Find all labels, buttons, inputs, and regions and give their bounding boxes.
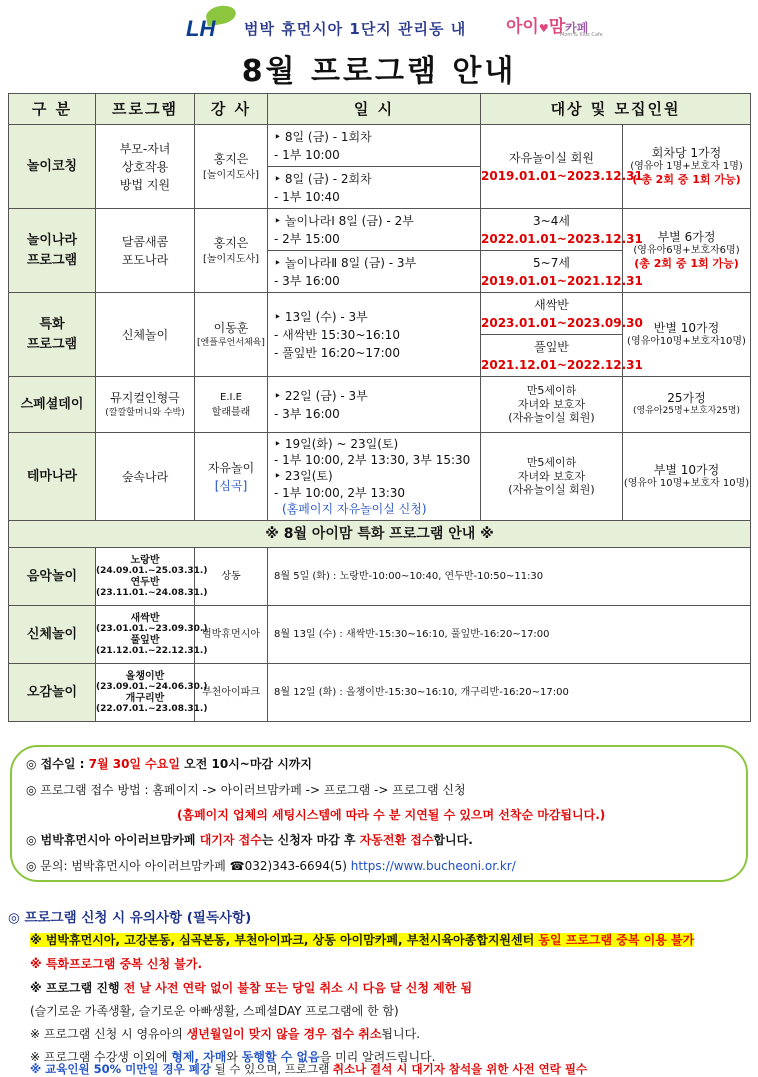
special-row — [9, 606, 751, 664]
count-line: (영유아6명+보호자6명) — [633, 244, 740, 256]
precaution-text: 될 수 있으며, 프로그램 — [210, 1062, 333, 1076]
program-line: 방법 지원 — [119, 177, 171, 192]
precaution-highlight: 동행할 수 없음 — [241, 1050, 320, 1064]
schedule-line: - 2부 15:00 — [274, 231, 340, 246]
count-line: 부별 10가정 — [653, 462, 720, 477]
schedule-line: ‣ 8일 (금) - 2회차 — [274, 171, 372, 186]
count-line: (영유아10명+보호자10명) — [627, 335, 746, 347]
class-name: 노랑반 — [130, 554, 160, 566]
special-time: 8월 12일 (화) : 올챙이반-15:30~16:10, 개구리반-16:20~17:00 — [268, 664, 751, 722]
precaution-text: 됩니다. — [381, 1027, 421, 1041]
col-teacher: 강 사 — [195, 94, 268, 125]
teacher-cell — [195, 209, 268, 293]
special-row — [9, 664, 751, 722]
class-range: (23.09.01.~24.06.30.) — [96, 682, 208, 693]
table-row — [9, 293, 751, 335]
cafe-logo-a: 아이 — [506, 17, 539, 37]
category-cell: 테마나라 — [9, 433, 96, 521]
notice-waitlist — [26, 831, 473, 848]
category-line: 프로그램 — [26, 336, 78, 352]
col-category: 구 분 — [9, 94, 96, 125]
special-banner-row — [9, 521, 751, 548]
heart-icon: ♥ — [538, 22, 549, 35]
cafe-logo-c: 카페 — [565, 21, 589, 35]
schedule-cell — [268, 251, 481, 293]
schedule-line: - 3부 16:00 — [274, 273, 340, 288]
schedule-cell — [268, 433, 481, 521]
schedule-line: - 1부 10:00, 2부 13:30, 3부 15:30 — [274, 453, 471, 468]
program-cell: 숲속나라 — [96, 433, 195, 521]
target-line: 풀잎반 — [534, 339, 569, 354]
table-header-row — [9, 94, 751, 125]
target-cell — [481, 209, 643, 251]
count-line: 반별 10가정 — [653, 320, 720, 335]
class-name: 올챙이반 — [125, 670, 165, 682]
cafe-logo-b: 맘 — [548, 17, 566, 37]
teacher-name: 홍지은 — [213, 152, 249, 166]
table-row — [9, 125, 751, 167]
special-category: 오감놀이 — [9, 664, 96, 722]
precaution-text: 와 — [226, 1050, 242, 1064]
notice-method: ◎ 프로그램 접수 방법 : 홈페이지 -> 아이러브맘카페 -> 프로그램 -> 프로그램 신청 — [26, 783, 466, 797]
schedule-line: ‣ 23일(토) — [274, 469, 333, 484]
schedule-line: - 1부 10:00 — [274, 147, 340, 162]
schedule-note: (홈페이지 자유놀이실 신청) — [282, 501, 427, 516]
schedule-line: ‣ 놀이나라Ⅰ 8일 (금) - 2부 — [274, 213, 414, 228]
schedule-line: ‣ 놀이나라Ⅱ 8일 (금) - 3부 — [274, 255, 417, 270]
precaution-highlight: 취소나 결석 시 대기자 참석을 위한 사전 연락 필수 — [332, 1062, 588, 1076]
header-subtitle: 범박 휴먼시아 1단지 관리동 내 — [244, 20, 467, 38]
schedule-line: ‣ 13일 (수) - 3부 — [274, 309, 368, 324]
schedule-line: - 새싹반 15:30~16:10 — [274, 327, 400, 342]
class-name: 풀잎반 — [130, 634, 160, 646]
category-cell — [9, 209, 96, 293]
special-class-cell — [96, 548, 208, 606]
precaution-highlight: ※ 교육인원 50% 미만일 경우 폐강 — [30, 1062, 211, 1076]
special-class-cell — [96, 664, 208, 722]
special-class-cell — [96, 606, 208, 664]
class-range: (22.07.01.~23.08.31.) — [96, 704, 208, 714]
target-line: (자유놀이실 회원) — [508, 411, 595, 425]
schedule-cell — [268, 125, 481, 167]
target-cell — [481, 251, 643, 293]
teacher-role: [놀이지도사] — [202, 254, 260, 265]
category-line: 놀이나라 — [26, 233, 78, 248]
count-cell — [623, 377, 751, 433]
special-time: 8월 5일 (화) : 노랑반-10:00~10:40, 연두반-10:50~11:30 — [268, 548, 751, 606]
program-cell: 신체놀이 — [96, 293, 195, 377]
target-line: 5~7세 — [533, 255, 570, 270]
target-line: 3~4세 — [533, 213, 570, 228]
target-line: 자녀와 보호자 — [517, 469, 586, 483]
notice-delay: (홈페이지 업체의 세팅시스템에 따라 수 분 지연될 수 있으며 선착순 마감됩니다.) — [177, 808, 606, 822]
program-table — [8, 93, 751, 722]
table-row — [9, 209, 751, 251]
schedule-cell — [268, 377, 481, 433]
target-line: 만5세이하 — [526, 383, 577, 397]
class-name: 개구리반 — [125, 692, 165, 704]
class-range: (24.09.01.~25.03.31.) — [96, 566, 208, 577]
notice-date — [26, 755, 312, 772]
schedule-cell — [268, 167, 481, 209]
target-line: 자녀와 보호자 — [517, 397, 586, 411]
precaution-text: ※ 프로그램 수강생 이외에 — [30, 1050, 172, 1064]
target-line: 자유놀이실 회원 — [509, 150, 594, 165]
precaution-text: ※ 프로그램 신청 시 영유아의 — [30, 1027, 187, 1041]
special-time: 8월 13일 (수) : 새싹반-15:30~16:10, 풀잎반-16:20~17:00 — [268, 606, 751, 664]
target-line: 새싹반 — [534, 297, 569, 312]
precaution-line — [30, 1061, 587, 1077]
target-range: 2022.01.01~2023.12.31 — [481, 231, 643, 246]
count-line: 회차당 1가정 — [651, 145, 722, 160]
precaution-text: 을 미리 알려드립니다. — [319, 1050, 436, 1064]
special-category: 신체놀이 — [9, 606, 96, 664]
schedule-line: ‣ 22일 (금) - 3부 — [274, 388, 368, 403]
schedule-cell — [268, 293, 481, 377]
class-range: (23.11.01.~24.08.31.) — [96, 588, 208, 598]
precaution-highlight: 생년월일이 맞지 않을 경우 접수 취소 — [186, 1027, 382, 1041]
table-row — [9, 377, 751, 433]
special-teacher: 상동 — [195, 548, 268, 606]
teacher-cell — [195, 433, 268, 521]
teacher-cell — [195, 377, 268, 433]
teacher-role: [엔플루언서체육] — [197, 337, 265, 348]
teacher-name: 홍지은 — [213, 236, 249, 250]
teacher-role: [심곡] — [214, 478, 248, 493]
notice-text: 는 신청자 마감 후 — [261, 833, 360, 847]
target-cell — [481, 335, 643, 377]
notice-highlight: 자동전환 접수 — [359, 833, 434, 847]
notice-highlight: 대기자 접수 — [199, 833, 262, 847]
category-line: 프로그램 — [26, 252, 78, 268]
target-range: 2021.12.01~2022.12.31 — [481, 357, 643, 372]
class-range: (21.12.01.~22.12.31.) — [96, 646, 208, 656]
teacher-name: 자유놀이 — [207, 460, 255, 475]
website-link[interactable]: https://www.bucheoni.or.kr/ — [350, 859, 516, 873]
notice-contact — [26, 857, 516, 874]
schedule-line: - 1부 10:40 — [274, 189, 340, 204]
special-teacher: 범박휴먼시아 — [195, 606, 268, 664]
col-schedule: 일 시 — [268, 94, 481, 125]
count-line: (영유아 10명+보호자 10명) — [623, 477, 750, 489]
target-range: 2019.01.01~2023.12.31 — [481, 168, 643, 183]
teacher-role: [놀이지도사] — [202, 170, 260, 181]
program-line: 뮤지컬인형극 — [110, 390, 180, 405]
teacher-role: 할래블래 — [211, 406, 251, 418]
count-note: ( 총 2회 중 1회 가능) — [632, 173, 741, 187]
count-note: (총 2회 중 1회 가능) — [634, 257, 739, 271]
count-cell — [623, 125, 751, 209]
precaution-line: (슬기로운 가족생활, 슬기로운 아빠생활, 스페셜DAY 프로그램에 한 함) — [30, 1004, 399, 1018]
notice-text: 오전 10시~마감 시까지 — [179, 757, 312, 771]
special-teacher: 부천아이파크 — [195, 664, 268, 722]
teacher-name: E.I.E — [220, 391, 242, 403]
program-line: 상호작용 — [121, 159, 169, 174]
program-line: 부모-자녀 — [119, 141, 171, 156]
precaution-line — [30, 1025, 420, 1042]
special-banner: ※ 8월 아이맘 특화 프로그램 안내 ※ — [9, 521, 751, 548]
program-line: 달콤새콤 — [121, 234, 169, 249]
class-name: 연두반 — [130, 576, 160, 588]
count-line: 25가정 — [667, 391, 706, 406]
contact-text: ◎ 문의: 범박휴먼시아 아이러브맘카페 ☎032)343-6694(5) — [26, 859, 351, 873]
notice-text: ◎ 범박휴먼시아 아이러브맘카페 — [26, 833, 200, 847]
precaution-line — [30, 979, 472, 996]
lh-logo: LH — [186, 16, 216, 41]
notice-text: 합니다. — [433, 833, 473, 847]
precaution-highlight: 형제, 자매 — [171, 1050, 227, 1064]
teacher-name: 이동훈 — [213, 320, 249, 335]
schedule-line: - 3부 16:00 — [274, 406, 340, 421]
precaution-text: ※ 범박휴먼시아, 고강본동, 심곡본동, 부천아이파크, 상동 아이맘카페, 부천시육아종합지원센터 — [30, 933, 539, 947]
notice-box — [10, 745, 748, 882]
precautions-title: ◎ 프로그램 신청 시 유의사항 (필독사항) — [8, 910, 252, 926]
precaution-line — [30, 931, 694, 948]
count-line: (영유아 1명+보호자 1명) — [630, 160, 743, 172]
category-cell: 스페셜데이 — [9, 377, 96, 433]
category-cell: 놀이코칭 — [9, 125, 96, 209]
target-line: 만5세이하 — [526, 455, 577, 469]
count-line: 부별 6가정 — [657, 229, 716, 244]
schedule-line: ‣ 19일(화) ~ 23일(토) — [274, 437, 399, 452]
target-cell — [481, 433, 623, 521]
schedule-line: ‣ 8일 (금) - 1회차 — [274, 129, 372, 144]
precaution-line: ※ 특화프로그램 중복 신청 불가. — [30, 957, 203, 971]
target-cell — [481, 125, 643, 209]
target-cell — [481, 293, 643, 335]
teacher-cell — [195, 293, 268, 377]
precaution-highlight: 전 날 사전 연락 없이 불참 또는 당일 취소 시 다음 달 신청 제한 됨 — [123, 981, 473, 995]
target-range: 2023.01.01~2023.09.30 — [481, 315, 643, 330]
target-range: 2019.01.01~2021.12.31 — [481, 273, 643, 288]
category-cell — [9, 293, 96, 377]
program-line: (깔깔할머니와 수박) — [105, 407, 185, 418]
count-line: (영유아25명+보호자25명) — [632, 406, 741, 417]
page-header — [0, 4, 758, 44]
schedule-cell — [268, 209, 481, 251]
notice-text: ◎ 접수일 : — [26, 757, 89, 771]
count-cell — [623, 433, 751, 521]
program-cell — [96, 377, 195, 433]
schedule-line: - 풀잎반 16:20~17:00 — [274, 345, 400, 360]
teacher-cell — [195, 125, 268, 209]
precaution-highlight: 동일 프로그램 중복 이용 불가 — [538, 933, 695, 947]
program-cell — [96, 125, 195, 209]
precaution-text: ※ 프로그램 진행 — [30, 981, 124, 995]
category-line: 특화 — [39, 317, 65, 332]
class-range: (23.01.01.~23.09.30.) — [96, 624, 208, 635]
schedule-line: - 1부 10:00, 2부 13:30 — [274, 485, 406, 500]
program-line: 포도나라 — [121, 252, 169, 267]
program-cell — [96, 209, 195, 293]
page-title: 8월 프로그램 안내 — [241, 54, 517, 89]
special-category: 음악놀이 — [9, 548, 96, 606]
col-target: 대상 및 모집인원 — [481, 94, 751, 125]
special-row — [9, 548, 751, 606]
cafe-logo-small: Mom & Kids Cafe — [560, 32, 603, 38]
target-line: (자유놀이실 회원) — [508, 483, 595, 497]
table-row — [9, 433, 751, 521]
notice-date-value: 7월 30일 수요일 — [88, 757, 180, 771]
target-cell — [481, 377, 623, 433]
col-program: 프로그램 — [96, 94, 195, 125]
class-name: 새싹반 — [130, 612, 160, 624]
